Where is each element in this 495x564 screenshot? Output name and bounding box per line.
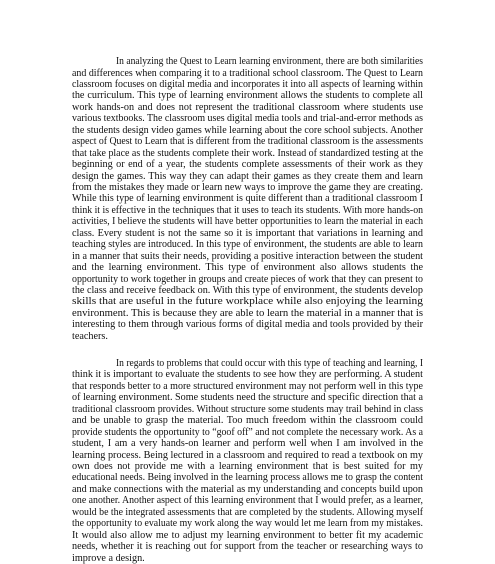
paragraph-line: It would also allow me to adjust my learning environment to better fit my academic [72, 529, 423, 541]
paragraph-line: would be the integrated assessments that are completed by the students. Allowing myself [72, 506, 423, 518]
paragraph-line: opportunity to work together in groups and create pieces of work that they can present to [72, 273, 423, 285]
paragraph-line: provide students the opportunity to “goof off” and not complete the necessary work. As a [72, 426, 423, 438]
paragraph-line: and the learning environment. This type of environment also allows students the [72, 262, 423, 274]
paragraph-line: activities, I believe the students will have better opportunities to learn the material in each [72, 216, 423, 228]
paragraph-line: teaching styles are introduced. In this type of environment, the students are able to learn [72, 239, 424, 251]
paragraph-line: improve a design. [72, 552, 145, 564]
paragraph-line: think it is important to evaluate the students to see how they are performing. A student [72, 369, 423, 381]
paragraph-line: environment. This is because they are able to learn the material in a manner that is [72, 307, 424, 319]
paragraph-line: of learning environment. Some students need the structure and specific direction that a [72, 392, 424, 404]
paragraph-line: aspect of Quest to Learn that is different from the traditional classroom is the assessments [72, 136, 424, 148]
paragraph-line: interesting to them through various forms of digital media and tools provided by their [72, 319, 423, 331]
paragraph-line: class. Every student is not the same so it is important that variations in learning and [72, 227, 423, 239]
paragraph-line: the students design video games while learning about the core school subjects. Another [72, 124, 423, 136]
paragraph-line: needs, whether it is reaching out for support from the teacher or researching ways to [72, 541, 423, 553]
paragraph-first-line: In regards to problems that could occur with this type of teaching and learning, I [116, 357, 424, 369]
paragraph-line: one another. Another aspect of this learning environment that I would prefer, as a learner, [72, 495, 423, 507]
paragraph-line: classroom focuses on digital media and incorporates it into all aspects of learning within [72, 78, 424, 90]
paragraph-line: beginning or end of a year, the students complete assessments of their work as they [72, 159, 423, 170]
paragraph-line: skills that are useful in the future workplace while also enjoying the learning [72, 296, 423, 308]
paragraph-line: educational needs. Being involved in the learning process allows me to grasp the content [72, 472, 424, 484]
paragraph-line: and differences when comparing it to a traditional school classroom. The Quest to Learn [72, 67, 424, 79]
paragraph-line: learning process. Being lectured in a classroom and required to read a textbook on my [72, 449, 423, 461]
paragraph-line: the curriculum. This type of learning environment allows the students to complete all [72, 90, 423, 102]
paragraph-line: in a manner that suits their needs, providing a positive interaction between the student [72, 250, 423, 262]
paragraph-line: think it is effective in the techniques that it uses to teach its students. With more hands-on [72, 204, 423, 216]
paragraph-first-line: In analyzing the Quest to Learn learning environment, there are both similarities [116, 56, 423, 67]
paragraph-line: student, I am a very hands-on learner and perform well when I am involved in the [72, 438, 423, 450]
paragraph-line: traditional classroom provides. Without structure some students may trail behind in class [72, 403, 424, 415]
paragraph-line: design the games. This way they can adapt their games as they create them and learn [72, 170, 423, 182]
paragraph-line: various textbooks. The classroom uses digital media tools and trial-and-error methods as [72, 113, 424, 125]
paragraph-line: and be unable to grasp the material. Too much freedom within the classroom could [72, 415, 423, 427]
paragraph-line: the class and receive feedback on. With this type of environment, the students develop [72, 285, 423, 296]
paragraph-line: and make connections with the material as my understanding and concepts build upon [72, 483, 423, 495]
paragraph-line: work hands-on and does not represent the traditional classroom where students use [72, 101, 423, 113]
paragraph-line: the opportunity to evaluate my work along the way would let me learn from my mistakes. [72, 518, 423, 530]
paragraph-line: While this type of learning environment is quite different than a traditional classroom I [72, 193, 424, 205]
paragraph-line: from the mistakes they made or learn new ways to improve the game they are creating. [72, 181, 423, 193]
paragraph-line: that responds better to a more structured environment may not perform well in this type [72, 380, 424, 392]
paragraph-line: teachers. [72, 330, 108, 342]
paragraph-line: own does not provide me with a learning environment that is best suited for my [72, 461, 423, 472]
paragraph-line: that take place as the students complete their work. Instead of standardized testing at the [72, 147, 424, 159]
